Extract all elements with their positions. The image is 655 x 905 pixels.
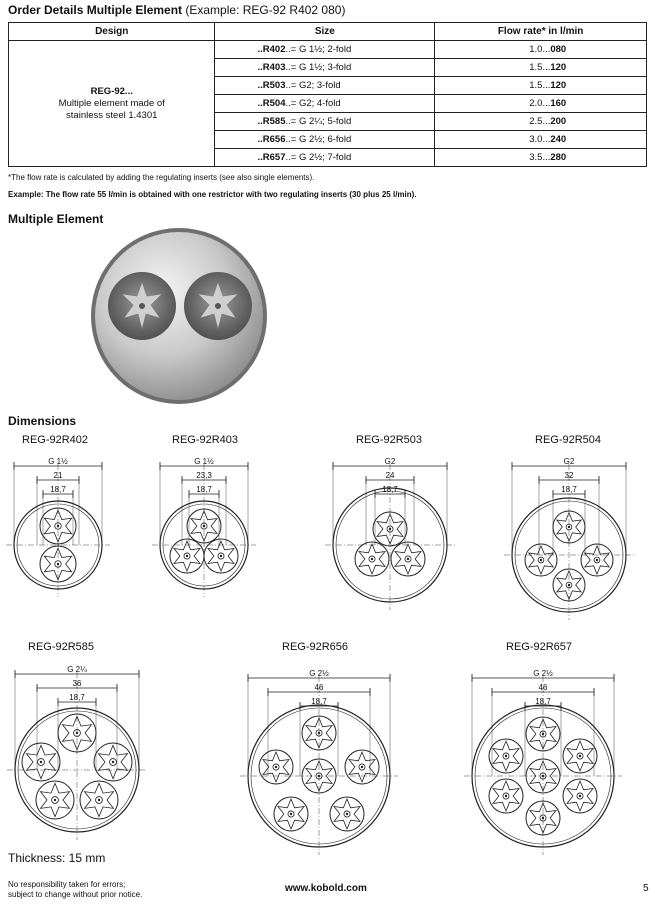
dimension-label: 18,7 bbox=[311, 697, 327, 706]
thickness-label: Thickness: 15 mm bbox=[8, 851, 106, 865]
dimension-label: G 2½ bbox=[533, 669, 553, 678]
drawing-reg-92r504 bbox=[504, 457, 634, 620]
dimension-label: 46 bbox=[314, 683, 324, 692]
drawing-title-r402: REG-92R402 bbox=[22, 434, 89, 446]
dimension-label: 18,7 bbox=[196, 485, 212, 494]
flow-sep: ... bbox=[542, 98, 551, 109]
flow-min: 2.5 bbox=[529, 116, 543, 127]
flow-sep: ... bbox=[542, 80, 551, 91]
drawing-title-r503: REG-92R503 bbox=[356, 434, 423, 446]
page-number: 5 bbox=[643, 883, 649, 894]
flow-max: 080 bbox=[550, 44, 567, 55]
drawing-title-r403: REG-92R403 bbox=[172, 434, 239, 446]
drawing-reg-92r403 bbox=[152, 457, 256, 597]
size-code: ..R503 bbox=[257, 80, 286, 91]
title-bold: Order Details Multiple Element bbox=[8, 3, 183, 17]
flow-max: 200 bbox=[550, 116, 567, 127]
flow-max: 120 bbox=[550, 62, 567, 73]
size-desc: ..= G 1½; 3-fold bbox=[285, 62, 352, 73]
flow-min: 1.0 bbox=[529, 44, 543, 55]
flow-min: 3.5 bbox=[529, 152, 543, 163]
design-line1: Multiple element made of bbox=[58, 97, 165, 109]
multiple-element-heading: Multiple Element bbox=[8, 212, 104, 226]
size-code: ..R402 bbox=[257, 44, 286, 55]
size-desc: ..= G 1½; 2-fold bbox=[285, 44, 352, 55]
header-design: Design bbox=[9, 23, 215, 41]
drawing-title-r656: REG-92R656 bbox=[282, 641, 349, 653]
dimensions-heading: Dimensions bbox=[8, 414, 77, 428]
dimension-label: 18,7 bbox=[561, 485, 577, 494]
size-desc: ..= G2; 3-fold bbox=[285, 80, 341, 91]
size-code: ..R504 bbox=[257, 98, 286, 109]
drawing-reg-92r503 bbox=[325, 457, 455, 610]
dimension-label: 24 bbox=[385, 471, 395, 480]
dimension-label: 18,7 bbox=[50, 485, 66, 494]
flow-sep: ... bbox=[542, 116, 551, 127]
dimension-label: 32 bbox=[564, 471, 574, 480]
dimension-label: G 2½ bbox=[309, 669, 329, 678]
size-desc: ..= G2; 4-fold bbox=[285, 98, 341, 109]
drawing-reg-92r402 bbox=[6, 457, 110, 597]
size-code: ..R585 bbox=[257, 116, 286, 127]
drawing-reg-92r585 bbox=[7, 665, 147, 840]
example-text: Example: The flow rate 55 l/min is obtained with one restrictor with two regulating inserts (30 plus 25 l/min). bbox=[8, 190, 417, 199]
flow-max: 160 bbox=[550, 98, 567, 109]
dimension-label: 46 bbox=[538, 683, 548, 692]
header-size: Size bbox=[215, 23, 435, 41]
flow-rate-footnote: *The flow rate is calculated by adding the regulating inserts (see also single elements). bbox=[8, 173, 315, 182]
flow-sep: ... bbox=[542, 62, 551, 73]
flow-min: 1.5 bbox=[529, 62, 543, 73]
size-code: ..R657 bbox=[257, 152, 286, 163]
flow-min: 1.5 bbox=[529, 80, 543, 91]
drawing-title-r657: REG-92R657 bbox=[506, 641, 573, 653]
size-desc: ..= G 2¼; 5-fold bbox=[285, 116, 352, 127]
flow-sep: ... bbox=[542, 152, 551, 163]
design-line2: stainless steel 1.4301 bbox=[66, 109, 158, 121]
title-example: (Example: REG-92 R402 080) bbox=[182, 3, 346, 17]
dimension-label: 18,7 bbox=[535, 697, 551, 706]
flow-min: 3.0 bbox=[529, 134, 543, 145]
drawing-title-r585: REG-92R585 bbox=[28, 641, 95, 653]
dimension-label: G2 bbox=[563, 457, 575, 466]
size-code: ..R656 bbox=[257, 134, 286, 145]
dimension-label: G2 bbox=[384, 457, 396, 466]
flow-sep: ... bbox=[542, 134, 551, 145]
flow-max: 280 bbox=[550, 152, 567, 163]
dimension-label: G 1½ bbox=[48, 457, 68, 466]
flow-min: 2.0 bbox=[529, 98, 543, 109]
size-code: ..R403 bbox=[257, 62, 286, 73]
flow-sep: ... bbox=[542, 44, 551, 55]
drawing-title-r504: REG-92R504 bbox=[535, 434, 602, 446]
size-desc: ..= G 2½; 7-fold bbox=[285, 152, 352, 163]
website-link[interactable]: www.kobold.com bbox=[285, 883, 367, 894]
drawing-reg-92r657 bbox=[464, 669, 622, 855]
flow-max: 120 bbox=[550, 80, 567, 91]
dimension-label: G 1½ bbox=[194, 457, 214, 466]
dimension-label: 23,3 bbox=[196, 471, 212, 480]
header-flow-rate: Flow rate* in l/min bbox=[435, 23, 647, 41]
dimension-label: 36 bbox=[72, 679, 82, 688]
footer-disclaimer: No responsibility taken for errors; subject to change without prior notice. bbox=[8, 880, 143, 899]
dimension-label: 18,7 bbox=[382, 485, 398, 494]
drawing-reg-92r656 bbox=[240, 669, 398, 855]
dimension-label: 18,7 bbox=[69, 693, 85, 702]
flow-max: 240 bbox=[550, 134, 567, 145]
dimension-label: 21 bbox=[53, 471, 63, 480]
dimension-label: G 2¼ bbox=[67, 665, 87, 674]
size-desc: ..= G 2½; 6-fold bbox=[285, 134, 352, 145]
design-code: REG-92... bbox=[90, 85, 133, 97]
